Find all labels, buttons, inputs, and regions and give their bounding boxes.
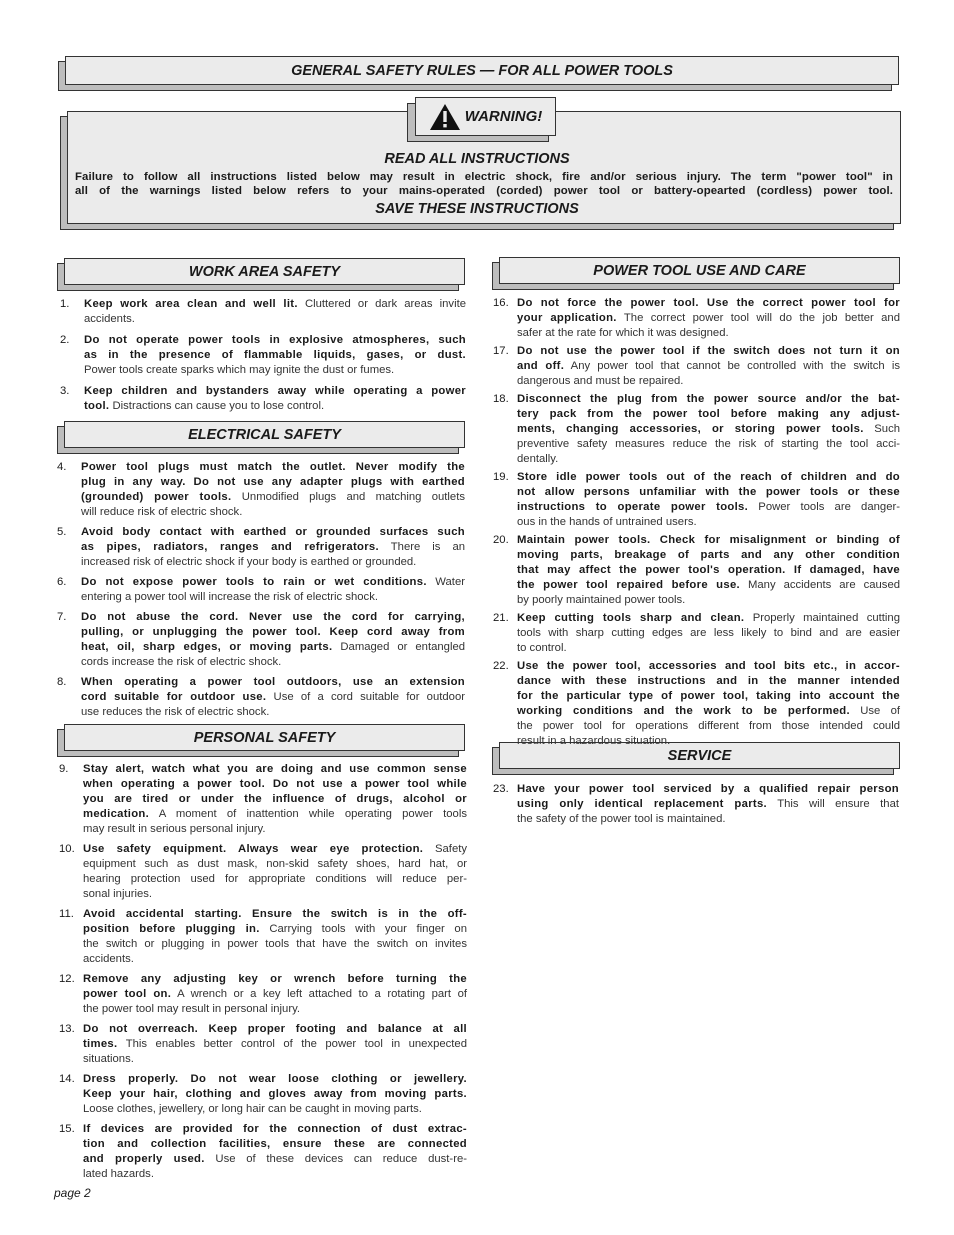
item-line [81,690,465,705]
item-line [81,475,465,490]
save-instructions-heading: SAVE THESE INSTRUCTIONS [375,201,579,217]
item-number: 8. [57,676,67,688]
item-line [84,333,466,348]
item-line [83,987,467,1002]
item-bold-text: Use safety equipment. Always wear eye protection. [83,843,424,855]
item-line [81,505,465,520]
item-line [517,674,900,689]
item-text [517,392,900,467]
item-line [517,515,900,530]
item-normal-text: Carrying tools with your finger on [269,923,467,935]
item-line [84,297,466,312]
section-title: SERVICE [499,742,900,769]
warning-text-line: all of the warnings listed below refers to your mains-operated (corded) power tool or battery-opearted (cordless) power tool. [75,185,893,197]
section-header-personal [57,724,465,756]
list-item [493,392,900,467]
item-bold-text: Store idle power tools out of the reach of children and do [517,471,900,483]
item-normal-text: hearing protection used for appropriate conditions will reduce per- [83,873,467,885]
item-bold-text: Do not overreach. Keep proper footing and balance at all [83,1023,467,1035]
item-normal-text: the switch or plugging in power tools that have the switch on invites [83,938,467,950]
item-bold-text: tion and collection facilities, ensure these are connected [83,1138,467,1150]
item-text [517,533,900,608]
item-line [517,374,900,389]
list-item [57,610,465,670]
item-bold-text: Avoid accidental starting. Ensure the switch is in the off- [83,908,467,920]
item-line [517,563,900,578]
item-text [83,907,467,967]
item-line [84,384,466,399]
list-personal [59,762,467,1187]
list-service [493,782,899,830]
item-line [517,812,899,827]
item-line [84,363,466,378]
item-bold-text: as pipes, radiators, ranges and refrigerators. [81,541,379,553]
item-bold-text: dance with these instructions and in the manner intended [517,675,900,687]
item-text [83,762,467,837]
item-line [81,460,465,475]
item-line [83,972,467,987]
item-line [517,359,900,374]
item-text [83,1022,467,1067]
list-item [59,972,467,1017]
item-number: 22. [493,660,509,672]
item-bold-text: If devices are provided for the connection of dust extrac- [83,1123,467,1135]
item-bold-text: using only identical replacement parts. [517,798,767,810]
item-normal-text: entering a power tool will increase the risk of electric shock. [81,591,378,603]
item-number: 11. [59,908,74,920]
list-item [493,344,900,389]
item-line [517,593,900,608]
item-bold-text: Do not use the power tool if the switch does not turn it on [517,345,900,357]
warning-text [75,170,893,198]
list-item [59,1122,467,1182]
item-normal-text: safer at the rate for which it was designed. [517,327,729,339]
item-bold-text: Power tool plugs must match the outlet. Never modify the [81,461,465,473]
item-line [83,1052,467,1067]
list-item [493,782,899,827]
item-normal-text: increased risk of electric shock if your body is earthed or grounded. [81,556,417,568]
item-normal-text: Damaged or entangled [340,641,466,653]
item-line [83,807,467,822]
section-title: POWER TOOL USE AND CARE [499,257,900,284]
item-line [83,762,467,777]
item-number: 15. [59,1123,75,1135]
list-item [59,762,467,837]
item-line [83,887,467,902]
item-bold-text: times. [83,1038,118,1050]
item-line [517,407,900,422]
item-bold-text: for the particular type of power tool, taking into account the [517,690,900,702]
warning-text-line: Failure to follow all instructions listed below may result in electric shock, fire and/or serious injury. The term "power tool" in [75,171,893,183]
item-line [517,704,900,719]
item-line [517,689,900,704]
item-bold-text: tery pack from the power tool before making any adjust- [517,408,900,420]
item-text [81,575,465,605]
item-line [81,525,465,540]
item-line [81,555,465,570]
item-bold-text: not allow persons unfamiliar with the power tools or these [517,486,900,498]
item-bold-text: Avoid body contact with earthed or grounded surfaces such [81,526,465,538]
item-number: 12. [59,973,75,985]
item-bold-text: you are tired or under the influence of drugs, alcohol or [83,793,467,805]
item-line [83,1087,467,1102]
item-text [84,333,466,378]
item-number: 9. [59,763,69,775]
item-line [81,590,465,605]
item-number: 6. [57,576,67,588]
item-normal-text: Many accidents are caused [747,579,901,591]
item-line [517,797,899,812]
item-line [83,952,467,967]
item-normal-text: Safety [434,843,468,855]
item-normal-text: equipment such as dust mask, non-skid safety shoes, hard hat, or [83,858,467,870]
item-text [84,297,466,327]
item-line [517,422,900,437]
item-line [81,490,465,505]
item-bold-text: Keep children and bystanders away while operating a power [84,385,466,397]
warning-label: WARNING! [464,108,543,125]
item-bold-text: Keep work area clean and well lit. [84,298,298,310]
item-number: 14. [59,1073,75,1085]
list-item [493,611,900,656]
item-line [83,1122,467,1137]
item-text [83,842,467,902]
item-bold-text: the power tool repaired before use. [517,579,740,591]
item-bold-text: Disconnect the plug from the power source and/or the bat- [517,393,900,405]
item-text [517,344,900,389]
item-text [81,675,465,720]
item-number: 3. [60,385,70,397]
item-bold-text: and off. [517,360,565,372]
list-item [59,907,467,967]
item-line [517,533,900,548]
item-number: 17. [493,345,509,357]
item-bold-text: Remove any adjusting key or wrench before turning the [83,973,467,985]
title-banner-text: GENERAL SAFETY RULES — FOR ALL POWER TOOLS [65,56,899,85]
item-normal-text: Power tools create sparks which may ignite the dust or fumes. [84,364,395,376]
item-bold-text: instructions to operate power tools. [517,501,749,513]
item-line [517,548,900,563]
item-normal-text: Such [874,423,901,435]
item-normal-text: Cluttered or dark areas invite [304,298,467,310]
list-electrical [57,460,465,725]
item-bold-text: Maintain power tools. Check for misalignment or binding of [517,534,900,546]
item-line [83,937,467,952]
item-line [517,296,900,311]
list-item [57,460,465,520]
item-normal-text: Water [435,576,465,588]
item-line [83,777,467,792]
item-bold-text: plug in any way. Do not use any adapter plugs with earthed [81,476,465,488]
item-normal-text: use reduces the risk of electric shock. [81,706,270,718]
item-normal-text: the safety of the power tool is maintained. [517,813,726,825]
section-title: WORK AREA SAFETY [64,258,465,285]
page-number: page 2 [54,1186,91,1200]
item-bold-text: Have your power tool serviced by a qualified repair person [517,783,899,795]
item-text [517,611,900,656]
item-bold-text: working conditions and the work to be performed. [517,705,850,717]
item-line [517,437,900,452]
item-line [517,470,900,485]
item-normal-text: result in a hazardous situation. [517,735,671,747]
item-line [83,872,467,887]
read-all-heading: READ ALL INSTRUCTIONS [384,151,570,167]
item-bold-text: your application. [517,312,617,324]
item-text [83,1072,467,1117]
list-item [59,1072,467,1117]
item-bold-text: that may affect the power tool's operation. If damaged, have [517,564,900,576]
item-line [517,326,900,341]
item-bold-text: Use the power tool, accessories and tool bits etc., in accor- [517,660,900,672]
item-line [81,640,465,655]
item-bold-text: as in the presence of flammable liquids, gases, or dust. [84,349,466,361]
item-normal-text: to control. [517,642,567,654]
item-number: 2. [60,334,70,346]
item-bold-text: tool. [84,400,110,412]
item-normal-text: A wrench or a key left attached to a rotating part of [177,988,467,1000]
item-line [83,792,467,807]
item-line [83,1152,467,1167]
item-normal-text: situations. [83,1053,134,1065]
list-item [59,1022,467,1067]
item-bold-text: Dress properly. Do not wear loose clothing or jewellery. [83,1073,467,1085]
item-line [517,719,900,734]
item-text [517,782,899,827]
warning-triangle-icon [429,103,461,131]
item-normal-text: will reduce risk of electric shock. [81,506,243,518]
item-line [81,655,465,670]
item-line [83,1022,467,1037]
item-normal-text: Power tools are danger- [758,501,900,513]
item-normal-text: accidents. [83,953,134,965]
item-line [81,705,465,720]
list-item [59,842,467,902]
item-normal-text: dangerous and must be repaired. [517,375,684,387]
item-bold-text: cord suitable for outdoor use. [81,691,267,703]
item-number: 21. [493,612,509,624]
list-item [493,470,900,530]
item-line [517,659,900,674]
item-line [84,348,466,363]
section-title: ELECTRICAL SAFETY [64,421,465,448]
item-normal-text: Unmodified plugs and matching outlets [241,491,465,503]
item-line [83,1037,467,1052]
item-normal-text: dentally. [517,453,559,465]
item-normal-text: ous in the hands of untrained users. [517,516,697,528]
item-bold-text: when operating a power tool. Do not use a power tool while [83,778,467,790]
list-item [57,575,465,605]
item-line [84,399,466,414]
item-text [83,972,467,1017]
item-line [81,675,465,690]
item-bold-text: (grounded) power tools. [81,491,232,503]
item-line [83,1167,467,1182]
list-item [57,525,465,570]
item-bold-text: moving parts, breakage of parts and any other condition [517,549,900,561]
item-normal-text: Loose clothes, jewellery, or long hair can be caught in moving parts. [83,1103,422,1115]
item-bold-text: position before plugging in. [83,923,260,935]
item-text [517,470,900,530]
item-line [517,452,900,467]
title-banner [58,56,899,92]
list-work-area [60,297,466,420]
section-header-tool-use [492,257,900,289]
item-bold-text: power tool on. [83,988,172,1000]
item-normal-text: accidents. [84,313,135,325]
item-normal-text: Distractions can cause you to lose control. [112,400,325,412]
item-line [517,311,900,326]
section-header-work-area [57,258,465,290]
list-item [493,296,900,341]
list-tool-use [493,296,900,752]
item-normal-text: may result in serious personal injury. [83,823,266,835]
item-line [517,641,900,656]
warning-tab [407,97,557,141]
item-line [83,922,467,937]
item-number: 4. [57,461,67,473]
item-normal-text: tools with sharp cutting edges are less likely to bind and are easier [517,627,900,639]
item-line [83,857,467,872]
item-number: 23. [493,783,509,795]
item-normal-text: by poorly maintained power tools. [517,594,686,606]
item-normal-text: Any power tool that cannot be controlled with the switch is [570,360,900,372]
item-line [517,485,900,500]
item-line [81,610,465,625]
item-text [84,384,466,414]
item-normal-text: cords increase the risk of electric shock. [81,656,282,668]
item-line [83,1002,467,1017]
item-line [517,611,900,626]
item-normal-text: The correct power tool will do the job better and [623,312,900,324]
item-normal-text: lated hazards. [83,1168,154,1180]
item-number: 7. [57,611,67,623]
item-line [81,575,465,590]
item-normal-text: Use of these devices can reduce dust-re- [215,1153,467,1165]
section-header-electrical [57,421,465,453]
item-bold-text: Do not operate power tools in explosive atmospheres, such [84,334,466,346]
item-normal-text: sonal injuries. [83,888,153,900]
list-item [60,333,466,378]
item-bold-text: Do not abuse the cord. Never use the cord for carrying, [81,611,465,623]
item-line [517,734,900,749]
item-normal-text: the power tool for operations different from those intended could [517,720,900,732]
item-bold-text: heat, oil, sharp edges, or moving parts. [81,641,333,653]
item-bold-text: pulling, or unplugging the power tool. Keep cord away from [81,626,465,638]
item-normal-text: the power tool may result in personal injury. [83,1003,301,1015]
item-number: 1. [60,298,70,310]
item-line [517,500,900,515]
item-bold-text: Keep cutting tools sharp and clean. [517,612,745,624]
item-line [83,822,467,837]
item-line [81,540,465,555]
item-number: 18. [493,393,509,405]
item-bold-text: Stay alert, watch what you are doing and use common sense [83,763,467,775]
item-number: 10. [59,843,75,855]
list-item [493,533,900,608]
item-line [83,907,467,922]
list-item [493,659,900,749]
item-number: 20. [493,534,509,546]
item-bold-text: ments, changing accessories, or storing power tools. [517,423,864,435]
item-normal-text: This enables better control of the power tool in unexpected [125,1038,468,1050]
section-title: PERSONAL SAFETY [64,724,465,751]
item-line [83,1102,467,1117]
list-item [60,384,466,414]
item-line [83,1137,467,1152]
item-number: 5. [57,526,67,538]
item-bold-text: Keep your hair, clothing and gloves away from moving parts. [83,1088,467,1100]
item-line [81,625,465,640]
item-bold-text: Do not expose power tools to rain or wet conditions. [81,576,427,588]
item-normal-text: preventive safety measures reduce the risk of starting the tool acci- [517,438,900,450]
list-item [60,297,466,327]
item-normal-text: There is an [390,541,466,553]
item-number: 16. [493,297,509,309]
item-text [517,296,900,341]
list-item [57,675,465,720]
item-text [81,525,465,570]
item-line [517,344,900,359]
item-number: 13. [59,1023,75,1035]
item-normal-text: This will ensure that [777,798,899,810]
item-line [517,626,900,641]
item-text [83,1122,467,1182]
item-normal-text: Properly maintained cutting [752,612,900,624]
item-line [83,842,467,857]
item-line [83,1072,467,1087]
item-line [517,392,900,407]
item-bold-text: When operating a power tool outdoors, use an extension [81,676,465,688]
item-text [81,460,465,520]
item-normal-text: A moment of inattention while operating power tools [158,808,468,820]
item-bold-text: medication. [83,808,150,820]
item-normal-text: Use of [860,705,900,717]
item-bold-text: and properly used. [83,1153,205,1165]
item-number: 19. [493,471,509,483]
item-normal-text: Use of a cord suitable for outdoor [273,691,465,703]
item-text [517,659,900,749]
item-line [517,782,899,797]
item-line [84,312,466,327]
item-bold-text: Do not force the power tool. Use the correct power tool for [517,297,900,309]
item-line [517,578,900,593]
item-text [81,610,465,670]
